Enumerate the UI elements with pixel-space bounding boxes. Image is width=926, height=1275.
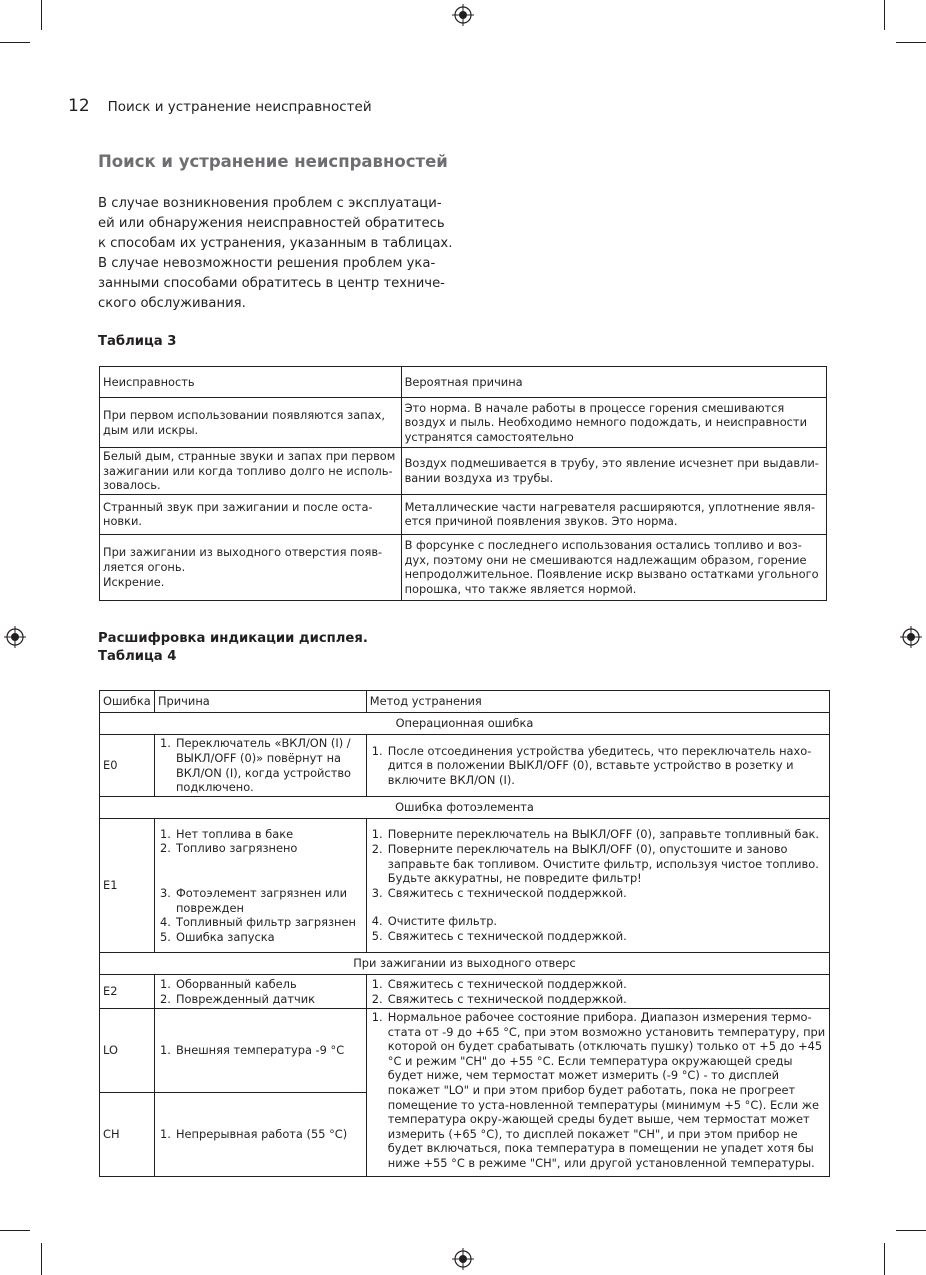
registration-mark-icon <box>452 1248 474 1270</box>
section-row <box>100 797 830 819</box>
list-item: 1. Переключатель «ВКЛ/ON (I) / ВЫКЛ/OFF (0)» повёрнут на ВКЛ/ON (I), когда устройство подключено. <box>159 736 352 795</box>
crop-mark-bottom-left-v <box>41 1243 42 1275</box>
list-item: 1. Непрерывная работа (55 °C) <box>159 1127 348 1142</box>
table-cell: При зажигании из выходного отверстия появ-ляется огонь. Искрение. <box>100 534 402 600</box>
list-item: 5. Свяжитесь с технической поддержкой. <box>371 928 627 943</box>
cause-cell <box>154 735 366 797</box>
table-cell: Это норма. В начале работы в процессе горения смешиваются воздух и пыль. Необходимо немного подождать, и неисправности устранятся самостоятельно <box>401 398 826 448</box>
table-row <box>100 975 830 1009</box>
table-header-cell: Ошибка <box>100 691 155 713</box>
table3-caption: Таблица 3 <box>98 334 177 349</box>
list-spacer <box>370 900 826 914</box>
table-cell: Белый дым, странные звуки и запах при первом зажигании или когда топливо долго не исполь-зовалось. <box>100 448 402 495</box>
table4-caption-line: Таблица 4 <box>98 649 177 664</box>
table4-caption-line: Расшифровка индикации дисплея. <box>98 631 368 646</box>
table-row <box>100 448 827 495</box>
list-item: 2. Свяжитесь с технической поддержкой. <box>371 991 627 1006</box>
intro-line: занными способами обратитесь в центр техниче- <box>98 276 445 291</box>
display-codes-table <box>99 690 830 1177</box>
fix-cell <box>366 819 829 953</box>
table-header-cell: Вероятная причина <box>401 367 826 398</box>
section-title: Операционная ошибка <box>100 713 830 735</box>
error-code: E2 <box>100 975 155 1009</box>
intro-line: ского обслуживания. <box>98 296 246 311</box>
list-item: 5. Ошибка запуска <box>159 929 275 944</box>
table-cell: Воздух подмешивается в трубу, это явление исчезнет при выдавли-вании воздуха из трубы. <box>401 448 826 495</box>
cause-cell <box>154 819 366 953</box>
table-header-cell: Неисправность <box>100 367 402 398</box>
fix-cell <box>366 1009 829 1177</box>
table-header-cell: Метод устранения <box>366 691 829 713</box>
table-cell: Металлические части нагревателя расширяются, уплотнение явля-ется причиной появления звуков. Это норма. <box>401 494 826 534</box>
table-row <box>100 534 827 600</box>
intro-line: В случае возникновения проблем с эксплуатаци- <box>98 196 442 211</box>
cause-cell <box>154 1009 366 1093</box>
list-item: 1. Свяжитесь с технической поддержкой. <box>371 976 627 991</box>
table-header-row <box>100 691 830 713</box>
section-row <box>100 953 830 975</box>
list-item: 3. Свяжитесь с технической поддержкой. <box>371 885 627 900</box>
list-item: 3. Фотоэлемент загрязнен или поврежден <box>159 885 347 915</box>
intro-line: В случае невозможности решения проблем ука- <box>98 256 436 271</box>
cause-cell <box>154 975 366 1009</box>
table-row <box>100 494 827 534</box>
crop-mark-bottom-right-h <box>896 1230 926 1231</box>
crop-mark-bottom-left-h <box>0 1230 30 1231</box>
table-row <box>100 398 827 448</box>
table-header-row <box>100 367 827 398</box>
list-item: 1. Нормальное рабочее состояние прибора. Диапазон измерения термо-стата от -9 до +65 °C, при этом возможно установить температуру, при которой он будет срабатывать (отключать пушку) только от +5 до +45 °C и режим "CH" до +55 °C. Если температура окружающей среды будет ниже, чем термостат может измерить (-9 °C) - то дисплей покажет "LO" и при этом прибор будет работать, пока не прогреет помещение то уста-новленной температуры (минимум +5 °C). Если же температура окру-жающей среды будет выше, чем термостат может измерить (+65 °C), то дисплей покажет "CH", и при этом прибор не будет включаться, пока температура в помещении не упадет хотя бы ниже +55 °C в режиме "CH", или другой установленной температуры. <box>371 1010 826 1170</box>
registration-mark-icon <box>452 4 474 26</box>
error-code: LO <box>100 1009 155 1093</box>
crop-mark-top-left-h <box>0 42 30 43</box>
running-header <box>68 96 372 116</box>
error-code: CH <box>100 1093 155 1177</box>
cause-cell <box>154 1093 366 1177</box>
table-cell: В форсунке с последнего использования остались топливо и воз-дух, поэтому они не смешиваются надлежащим образом, горение непродолжительное. Появление искр вызвано остатками угольного порошка, что также является нормой. <box>401 534 826 600</box>
registration-mark-icon <box>4 626 26 648</box>
table-cell: Странный звук при зажигании и после оста-новки. <box>100 494 402 534</box>
intro-paragraph <box>98 194 458 314</box>
list-item: 4. Топливный фильтр загрязнен <box>159 915 356 930</box>
table-row <box>100 735 830 797</box>
page-title: Поиск и устранение неисправностей <box>98 152 448 171</box>
error-code: E0 <box>100 735 155 797</box>
table-row <box>100 819 830 953</box>
list-item: 2. Поверните переключатель на ВЫКЛ/OFF (0), опустошите и заново заправьте бак топливом. Очистите фильтр, используя чистое топливо. Будьте аккуратны, не повредите фильтр! <box>371 842 819 886</box>
list-item: 2. Поврежденный датчик <box>159 991 316 1006</box>
section-row <box>100 713 830 735</box>
table-cell: При первом использовании появляются запах, дым или искры. <box>100 398 402 448</box>
list-item: 1. После отсоединения устройства убедитесь, что переключатель нахо-дится в положении ВЫКЛ/OFF (0), вставьте устройство в розетку и включите ВКЛ/ON (I). <box>371 743 812 787</box>
list-item: 1. Внешняя температура -9 °C <box>159 1043 345 1058</box>
fix-cell <box>366 735 829 797</box>
list-item: 1. Поверните переключатель на ВЫКЛ/OFF (0), заправьте топливный бак. <box>371 827 820 842</box>
crop-mark-top-left-v <box>41 0 42 30</box>
list-item: 1. Нет топлива в баке <box>159 826 294 841</box>
crop-mark-top-right-h <box>896 42 926 43</box>
list-item: 2. Топливо загрязнено <box>159 841 298 856</box>
fix-cell <box>366 975 829 1009</box>
table-header-cell: Причина <box>154 691 366 713</box>
table-row <box>100 1009 830 1093</box>
section-title: Ошибка фотоэлемента <box>100 797 830 819</box>
table4-caption <box>98 630 368 666</box>
list-item: 1. Оборванный кабель <box>159 976 297 991</box>
crop-mark-top-right-v <box>884 0 885 30</box>
intro-line: к способам их устранения, указанным в таблицах. <box>98 236 453 251</box>
registration-mark-icon <box>900 626 922 648</box>
intro-line: ей или обнаружения неисправностей обратитесь <box>98 216 445 231</box>
error-code: E1 <box>100 819 155 953</box>
page-number: 12 <box>68 96 90 116</box>
section-title: При зажигании из выходного отверс <box>100 953 830 975</box>
running-header-title: Поиск и устранение неисправностей <box>107 99 372 115</box>
crop-mark-bottom-right-v <box>884 1243 885 1275</box>
list-item: 4. Очистите фильтр. <box>371 914 498 929</box>
troubleshooting-table <box>99 366 827 601</box>
list-spacer <box>158 856 363 886</box>
